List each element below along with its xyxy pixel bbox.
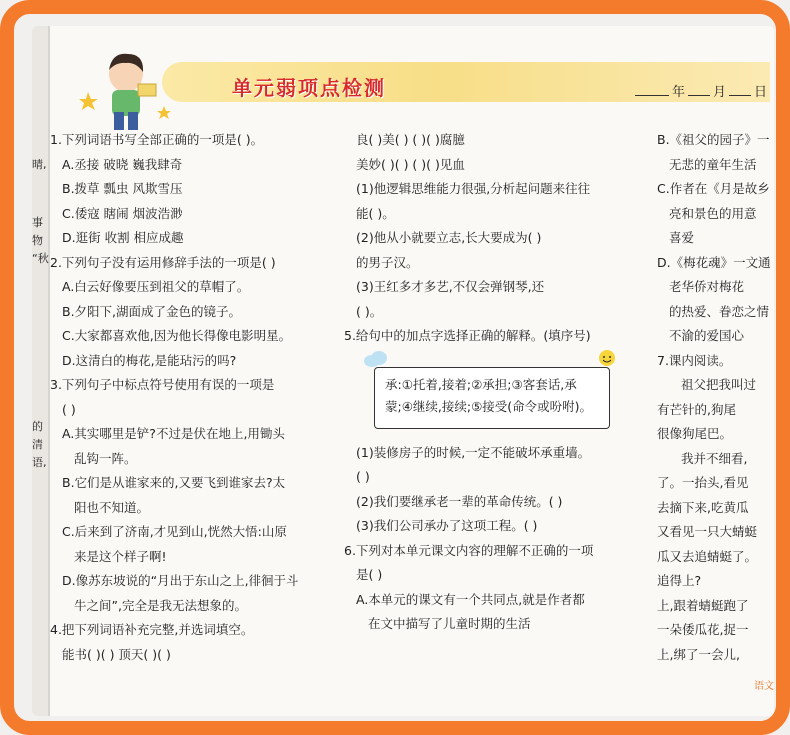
question-7: 7.课内阅读。 [657, 352, 732, 368]
column-left [50, 128, 320, 667]
reading-passage-line: 有芒针的,狗尾 [657, 401, 736, 417]
option: C.作者在《月是故乡 [657, 181, 770, 196]
option-continued: 牛之间”,完全是我无法想象的。 [74, 597, 247, 613]
option-continued: 无悲的童年生活 [669, 156, 757, 172]
sun-icon [595, 346, 619, 370]
question-1: 1.下列词语书写全部正确的一项是( )。 [50, 132, 264, 147]
definition-text: 承:①托着,接着;②承担;③客套话,承蒙;④继续,接续;⑤接受(命令或吩咐)。 [385, 376, 593, 414]
option: A.本单元的课文有一个共同点,就是作者都 [356, 591, 585, 607]
reading-passage-line: 上,绑了一会儿, [657, 646, 740, 662]
reading-passage-line: 追得上? [657, 573, 702, 588]
option: D.逛街 收割 相应成趣 [62, 230, 184, 245]
question-2: 2.下列句子没有运用修辞手法的一项是( ) [50, 254, 276, 270]
workbook-page [32, 26, 774, 716]
question-5: 5.给句中的加点字选择正确的解释。(填序号) [344, 328, 591, 343]
option-continued: 不渝的爱国心 [669, 328, 745, 343]
cloud-icon [363, 350, 389, 368]
column-middle [344, 128, 664, 637]
option-continued: 在文中描写了儿童时期的生活 [368, 616, 531, 631]
option: C.大家都喜欢他,因为他长得像电影明星。 [62, 328, 292, 343]
sentence: (3)我们公司承办了这项工程。( ) [356, 518, 538, 533]
sentence: (1)装修房子的时候,一定不能破坏承重墙。 [356, 444, 591, 460]
option: D.这清白的梅花,是能玷污的吗? [62, 352, 237, 368]
reading-passage-line: 祖父把我叫过 [681, 377, 757, 392]
answer-blank: 是( ) [356, 567, 383, 582]
date-line [632, 81, 767, 100]
sentence: (2)我们要继承老一辈的革命传统。( ) [356, 493, 563, 509]
margin-fragment: 事物 [32, 216, 43, 247]
option: C.后来到了济南,才见到山,恍然大悟:山原 [62, 524, 287, 539]
reading-passage-line: 去摘下来,吃黄瓜 [657, 499, 749, 515]
definition-box [374, 367, 610, 429]
option: C.倭寇 瞎闹 烟波浩渺 [62, 205, 183, 221]
margin-fragment: “秋 [32, 252, 49, 265]
reading-passage-line: 了。一抬头,看见 [657, 475, 749, 490]
option: B.拨草 瓢虫 风欺雪压 [62, 181, 183, 196]
reading-passage-line: 我并不细看, [681, 450, 748, 466]
option: A.丞接 破晓 巍我肆奇 [62, 156, 183, 172]
sentence: (1)他逻辑思维能力很强,分析起问题来往往 [356, 181, 591, 196]
reading-passage-line: 很像狗尾巴。 [657, 426, 733, 441]
option: D.像苏东坡说的“月出于东山之上,徘徊于斗 [62, 573, 299, 588]
fill-in-words: 美妙( )( ) ( )( )见血 [356, 156, 465, 172]
reading-passage-line: 一朵倭瓜花,捉一 [657, 622, 749, 637]
option-continued: 喜爱 [669, 230, 695, 245]
answer-blank: ( ) [62, 401, 76, 417]
sentence-continued: ( )。 [356, 303, 383, 319]
reading-passage-line: 又看见一只大蜻蜓 [657, 524, 758, 539]
cartoon-boy-illustration [76, 44, 172, 136]
reading-passage-line: 上,跟着蜻蜓跑了 [657, 597, 749, 613]
margin-fragment: 清 [32, 438, 43, 451]
sentence-continued: 能( )。 [356, 205, 395, 221]
option: B.它们是从谁家来的,又要飞到谁家去?太 [62, 475, 286, 490]
date-year: 年 [672, 85, 686, 100]
option-continued: 老华侨对梅花 [669, 279, 745, 294]
column-right [657, 128, 774, 667]
option-continued: 的热爱、眷恋之情 [669, 303, 770, 319]
answer-blank: ( ) [356, 469, 370, 484]
option-continued: 阳也不知道。 [74, 499, 150, 515]
margin-fragment: 语, [32, 456, 47, 469]
option: A.其实哪里是铲?不过是伏在地上,用锄头 [62, 426, 285, 441]
fill-in-words: 能书( )( ) 顶天( )( ) [62, 646, 171, 662]
margin-fragment: 的 [32, 420, 43, 433]
page-title: 单元弱项点检测 [232, 76, 386, 100]
margin-fragment: 晴, [32, 158, 47, 171]
option: B.夕阳下,湖面成了金色的镜子。 [62, 303, 242, 319]
date-month: 月 [713, 85, 727, 100]
sentence: (2)他从小就要立志,长大要成为( ) [356, 230, 542, 245]
sentence: (3)王红多才多艺,不仅会弹钢琴,还 [356, 279, 545, 294]
left-margin-fragments [32, 156, 52, 472]
option: B.《祖父的园子》一 [657, 132, 770, 147]
option-continued: 来是这个样子啊! [74, 548, 167, 564]
question-3: 3.下列句子中标点符号使用有误的一项是 [50, 377, 275, 392]
subject-tag: 语文 [754, 681, 774, 692]
date-day: 日 [754, 85, 768, 100]
option-continued: 亮和景色的用意 [669, 205, 757, 221]
sentence-continued: 的男子汉。 [356, 254, 419, 270]
option: A.白云好像要压到祖父的草帽了。 [62, 279, 250, 294]
option-continued: 乱钩一阵。 [74, 450, 137, 466]
question-4: 4.把下列词语补充完整,并选词填空。 [50, 622, 254, 637]
option: D.《梅花魂》一文通 [657, 254, 771, 270]
reading-passage-line: 瓜又去追蜻蜓了。 [657, 548, 758, 564]
fill-in-words: 良( )美( ) ( )( )腐臆 [356, 132, 465, 147]
question-6: 6.下列对本单元课文内容的理解不正确的一项 [344, 542, 594, 558]
